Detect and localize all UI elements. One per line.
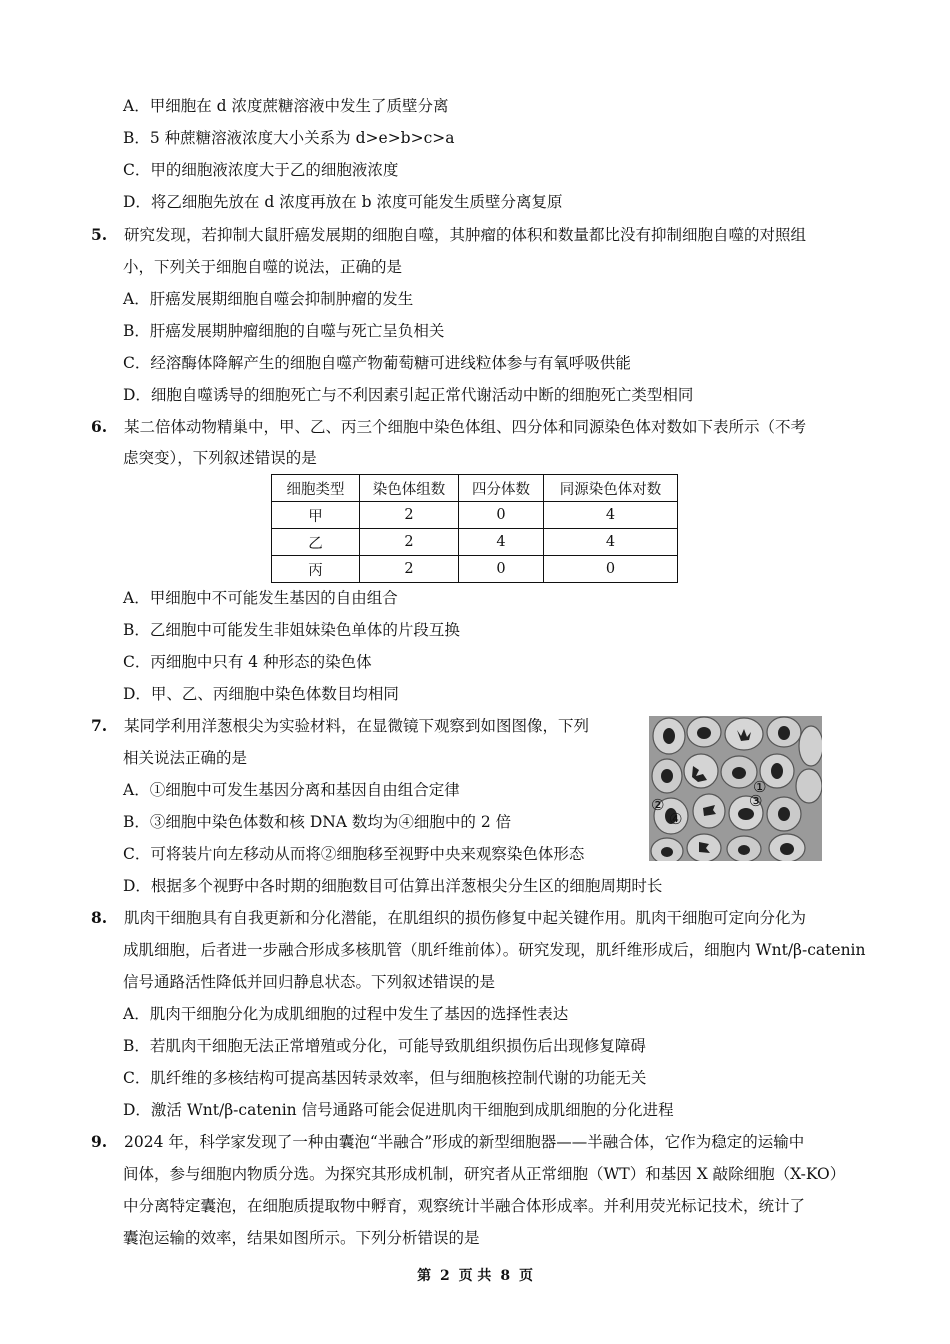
image-label-3: ③ (749, 792, 763, 810)
q5-option-a: A．肝癌发展期细胞自噬会抑制肿瘤的发生 (123, 290, 414, 308)
q6-option-c: C．丙细胞中只有 4 种形态的染色体 (123, 653, 372, 671)
q6-stem-line-2: 虑突变），下列叙述错误的是 (123, 449, 317, 467)
q8-stem-line-3: 信号通路活性降低并回归静息状态。下列叙述错误的是 (123, 973, 496, 991)
page-footer (0, 1265, 950, 1285)
footer-suffix: 页 (518, 1268, 533, 1284)
footer-page-number: 2 (439, 1268, 450, 1284)
q5-stem-line-1: 研究发现，若抑制大鼠肝癌发展期的细胞自噬，其肿瘤的体积和数量都比没有抑制细胞自噬的对照组 (124, 226, 807, 244)
footer-prefix: 第 (417, 1268, 432, 1284)
q4-option-a: A．甲细胞在 d 浓度蔗糖溶液中发生了质壁分离 (123, 97, 449, 115)
table-cell: 丙 (272, 556, 360, 583)
q7-option-d: D．根据多个视野中各时期的细胞数目可估算出洋葱根尖分生区的细胞周期时长 (123, 877, 663, 895)
q9-stem-line-3: 中分离特定囊泡，在细胞质提取物中孵育，观察统计半融合体形成率。并利用荧光标记技术，统计了 (123, 1197, 806, 1215)
q7-stem-line-1: 某同学利用洋葱根尖为实验材料，在显微镜下观察到如图图像，下列 (124, 717, 590, 735)
q5-option-b: B．肝癌发展期肿瘤细胞的自噬与死亡呈负相关 (123, 322, 445, 340)
onion-root-tip-micrograph (649, 716, 822, 861)
q8-number: 8. (91, 908, 108, 927)
q7-option-b: B．③细胞中染色体数和核 DNA 数均为④细胞中的 2 倍 (123, 813, 512, 831)
q6-stem-line-1: 某二倍体动物精巢中，甲、乙、丙三个细胞中染色体组、四分体和同源染色体对数如下表所示（不考 (124, 418, 807, 436)
q4-option-b: B．5 种蔗糖溶液浓度大小关系为 d>e>b>c>a (123, 129, 455, 147)
q9-stem-line-4: 囊泡运输的效率，结果如图所示。下列分析错误的是 (123, 1229, 480, 1247)
q8-stem-line-1: 肌肉干细胞具有自我更新和分化潜能，在肌组织的损伤修复中起关键作用。肌肉干细胞可定向分化为 (124, 909, 807, 927)
table-cell: 4 (544, 529, 678, 556)
table-header-row (272, 475, 678, 502)
image-label-2: ② (651, 796, 665, 814)
q7-option-c: C．可将装片向左移动从而将②细胞移至视野中央来观察染色体形态 (123, 845, 585, 863)
table-header-cell: 染色体组数 (360, 475, 459, 502)
table-cell: 0 (459, 556, 544, 583)
table-cell: 2 (360, 502, 459, 529)
footer-total-pages: 8 (500, 1268, 511, 1284)
q7-option-a: A．①细胞中可发生基因分离和基因自由组合定律 (123, 781, 460, 799)
q8-option-b: B．若肌肉干细胞无法正常增殖或分化，可能导致肌组织损伤后出现修复障碍 (123, 1037, 646, 1055)
q7-stem-line-2: 相关说法正确的是 (123, 749, 248, 767)
table-cell: 0 (459, 502, 544, 529)
q9-number: 9. (91, 1132, 108, 1151)
q7-number: 7. (91, 716, 108, 735)
image-label-4: ④ (669, 810, 683, 828)
q6-option-d: D．甲、乙、丙细胞中染色体数目均相同 (123, 685, 399, 703)
table-cell: 2 (360, 529, 459, 556)
footer-middle: 页 共 (458, 1268, 492, 1284)
table-cell: 4 (459, 529, 544, 556)
table-header-cell: 同源染色体对数 (544, 475, 678, 502)
q9-stem-line-2: 间体，参与细胞内物质分选。为探究其形成机制，研究者从正常细胞（WT）和基因 X 敲除细胞（X-KO） (123, 1165, 846, 1183)
q5-stem-line-2: 小，下列关于细胞自噬的说法，正确的是 (123, 258, 403, 276)
q9-stem-line-1: 2024 年，科学家发现了一种由囊泡“半融合”形成的新型细胞器——半融合体，它作为稳定的运输中 (124, 1133, 805, 1151)
q4-option-d: D．将乙细胞先放在 d 浓度再放在 b 浓度可能发生质壁分离复原 (123, 193, 563, 211)
table-cell: 2 (360, 556, 459, 583)
q6-option-a: A．甲细胞中不可能发生基因的自由组合 (123, 589, 398, 607)
image-label-1: ① (753, 778, 767, 796)
q5-option-c: C．经溶酶体降解产生的细胞自噬产物葡萄糖可进线粒体参与有氧呼吸供能 (123, 354, 631, 372)
q5-option-d: D．细胞自噬诱导的细胞死亡与不利因素引起正常代谢活动中断的细胞死亡类型相同 (123, 386, 694, 404)
q8-option-d: D．激活 Wnt/β-catenin 信号通路可能会促进肌肉干细胞到成肌细胞的分化进程 (123, 1101, 674, 1119)
table-cell: 0 (544, 556, 678, 583)
q6-number: 6. (91, 417, 108, 436)
chromosome-table (271, 474, 678, 583)
q4-option-c: C．甲的细胞液浓度大于乙的细胞液浓度 (123, 161, 399, 179)
q8-stem-line-2: 成肌细胞，后者进一步融合形成多核肌管（肌纤维前体）。研究发现，肌纤维形成后，细胞内 Wnt/β-catenin (123, 941, 866, 959)
table-cell: 甲 (272, 502, 360, 529)
q8-option-c: C．肌纤维的多核结构可提高基因转录效率，但与细胞核控制代谢的功能无关 (123, 1069, 647, 1087)
table-header-cell: 细胞类型 (272, 475, 360, 502)
table-header-cell: 四分体数 (459, 475, 544, 502)
table-cell: 4 (544, 502, 678, 529)
q8-option-a: A．肌肉干细胞分化为成肌细胞的过程中发生了基因的选择性表达 (123, 1005, 569, 1023)
table-row (272, 529, 678, 556)
table-cell: 乙 (272, 529, 360, 556)
q6-option-b: B．乙细胞中可能发生非姐妹染色单体的片段互换 (123, 621, 460, 639)
q5-number: 5. (91, 225, 108, 244)
table-row (272, 502, 678, 529)
table-row (272, 556, 678, 583)
